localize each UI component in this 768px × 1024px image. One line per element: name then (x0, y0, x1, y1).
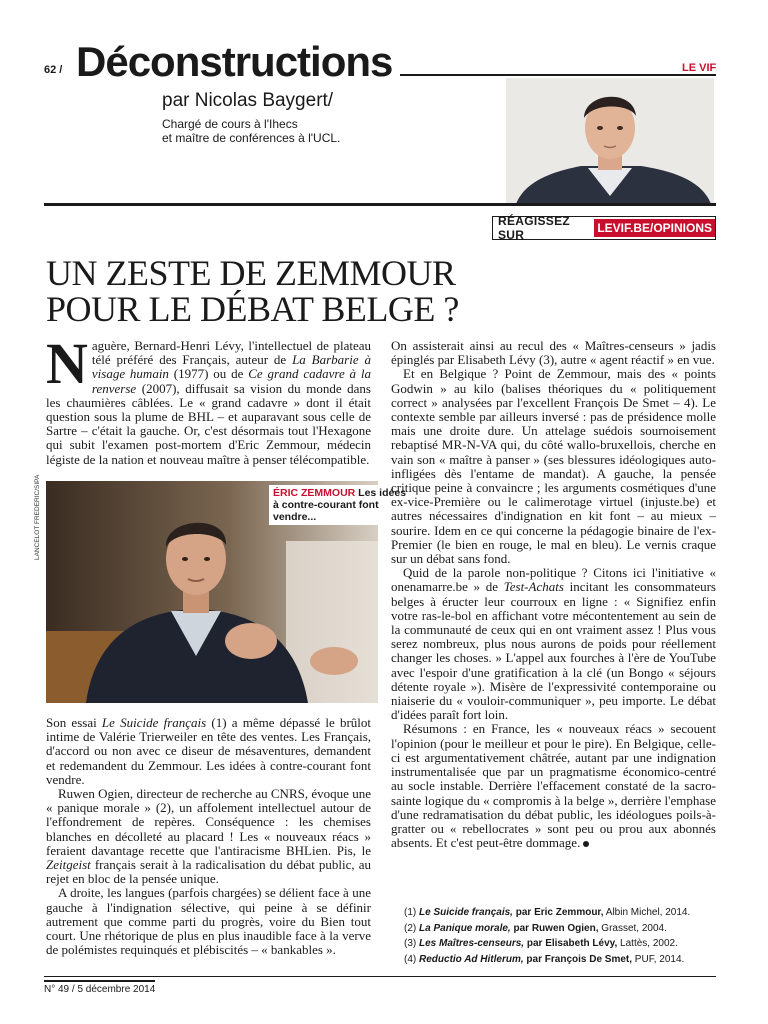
article-headline (46, 255, 506, 327)
footnote: (1) Le Suicide français, par Eric Zemmour, Albin Michel, 2014. (404, 907, 691, 918)
paragraph-4: A droite, les langues (parfois chargées) se délient face à une gauche à l'indignation sélective, qui peine à se définir autrement que comme parti du progrès, voire du Bien tout court. Une rhétorique de plus en plus inaudible face à la verve de polémistes requinqués et plébiscités – « bankables ». (46, 885, 371, 958)
author-photo (506, 78, 714, 204)
react-label: RÉAGISSEZ SUR (498, 214, 571, 242)
headline-line2: POUR LE DÉBAT BELGE ? (46, 289, 459, 329)
drop-cap: N (46, 331, 88, 396)
author-role-line1: Chargé de cours à l'Ihecs (162, 117, 298, 131)
paragraph-intro: Naguère, Bernard-Henri Lévy, l'intellectuel de plateau télé préféré des Français, auteur de La Barbarie à visage humain (1977) ou de Ce grand cadavre à la renverse (2007), diffusait sa vision du monde dans les chaumières câblées. Le « grand cadavre » dont il était question sous la plume de BHL – et auparavant sous celle de Sartre – c'était la gauche. Or, c'est désormais tout l'Hexagone qui subit l'examen post-mortem d'Eric Zemmour, médecin légiste de la nation et nouveau maître à penser télécompatible. (46, 331, 371, 467)
author-role (162, 117, 340, 145)
footnotes (404, 905, 724, 967)
caption-text: Les idées à contre-courant font vendre... (273, 487, 407, 523)
top-divider (400, 74, 716, 76)
issue-info: N° 49 / 5 décembre 2014 (44, 980, 155, 995)
react-link[interactable]: LEVIF.BE/OPINIONS (594, 219, 715, 237)
footnote: (4) Reductio Ad Hitlerum, par François De Smet, PUF, 2014. (404, 953, 685, 965)
footnote: (3) Les Maîtres-censeurs, par Elisabeth Lévy, Lattès, 2002. (404, 938, 678, 950)
author-byline: par Nicolas Baygert/ (162, 90, 334, 111)
page-number: 62 / (44, 64, 63, 76)
paragraph-7: Quid de la parole non-politique ? Citons ici l'initiative « onenamarre.be » de Test-Achats incitant les consommateurs belges à éructer leur courroux en ligne : « Signifiez enfin votre ras-le-bol en affichant votre mécontentement au sein de la communauté de ceux qui en ont vraiment assez ! Plus vous serez nombreux, plus nous aurons de poids pour réellement changer les choses. » L'appel aux fourches à l'ère de YouTube avec l'espoir d'une gratification à la clé (un Bongo « séjours détente royale »). Misère de l'expressivité contemporaine ou niaiserie du « vouloir-communiquer », peu importe. Le débat d'idées paraît fort loin. (391, 565, 716, 723)
headline-line1: UN ZESTE DE ZEMMOUR (46, 253, 456, 293)
react-banner (492, 216, 716, 240)
paragraph-2: Son essai Le Suicide français (1) a même dépassé le brûlot intime de Valérie Trierweiler en tête des ventes. Les Français, d'accord ou non avec ce diseur de mésaventures, demandent et redemandent du Zemmour. Les idées à contre-courant font vendre. (46, 715, 372, 787)
end-bullet (583, 841, 589, 847)
magazine-name: LE VIF (682, 62, 717, 74)
column-1-top (46, 331, 371, 467)
paragraph-5: On assisterait ainsi au recul des « Maîtres-censeurs » jadis épinglés par Elisabeth Lévy (3), autre « agent réactif » en vue. (391, 338, 716, 368)
section-title: Déconstructions (76, 38, 393, 85)
footnote: (2) La Panique morale, par Ruwen Ogien, Grasset, 2004. (404, 922, 667, 934)
header-divider (44, 203, 716, 206)
paragraph-8: Résumons : en France, les « nouveaux réacs » secouent l'opinion (pour le meilleur et pour le pire). En Belgique, celle-ci est argumentativement châtrée, autant par une indignation instrumentalisée que par un pragmatisme économico-centré au socle instable. Derrière l'effacement constaté de la sacro-sainte logique du « compromis à la belge », derrière l'emphase d'une redramatisation du débat public, les idéologues poils-à-gratter ou « rebellocrates » sont peu ou prou aux abonnés absents. Et c'est peut-être dommage. (391, 721, 716, 851)
column-1-bottom (46, 716, 371, 957)
author-role-line2: et maître de conférences à l'UCL. (162, 131, 341, 145)
footer-divider (44, 976, 716, 977)
caption-name: ÉRIC ZEMMOUR (273, 487, 356, 499)
column-2 (391, 339, 716, 850)
paragraph-6: Et en Belgique ? Point de Zemmour, mais des « points Godwin » au kilo (balises théoriques du « politiquement correct » analysées par l'excellent François De Smet – 4). Le contexte semble par ailleurs inversé : pas de présidence molle mais une droite dure. Un attelage suédois sournoisement rebaptisé MR-N-VA qui, du côté wallo-bruxellois, cherche en vain son « maître à panser » (ses blessures idéologiques auto-infligées dès l'entame de mandat). A gauche, la pensée critique peine à convaincre ; les arguments cosmétiques d'une ex-vice-Première ou le calimerotage virtuel (injuste.be) et autres nécessaires d'indignation en kit font – au mieux – sourire. Idem en ce qui concerne la pédagogie binaire de l'ex-Premier (le bien en rouge, le mal en bleu). Le vernis craque sur un débat sans fond. (391, 366, 716, 567)
paragraph-3: Ruwen Ogien, directeur de recherche au CNRS, évoque une « panique morale » (2), un affolement intellectuel autour de l'effondrement de repères. Conséquence : les chemises blanches en décolleté au placard ! Les « nouveaux réacs » feraient davantage recette que l'antiracisme BHLien. Pis, le Zeitgeist français serait à la radicalisation du débat public, au rejet en bloc de la pensée unique. (46, 786, 371, 887)
photo-credit: LANCELOT FREDERIC/SIPA (34, 474, 41, 560)
